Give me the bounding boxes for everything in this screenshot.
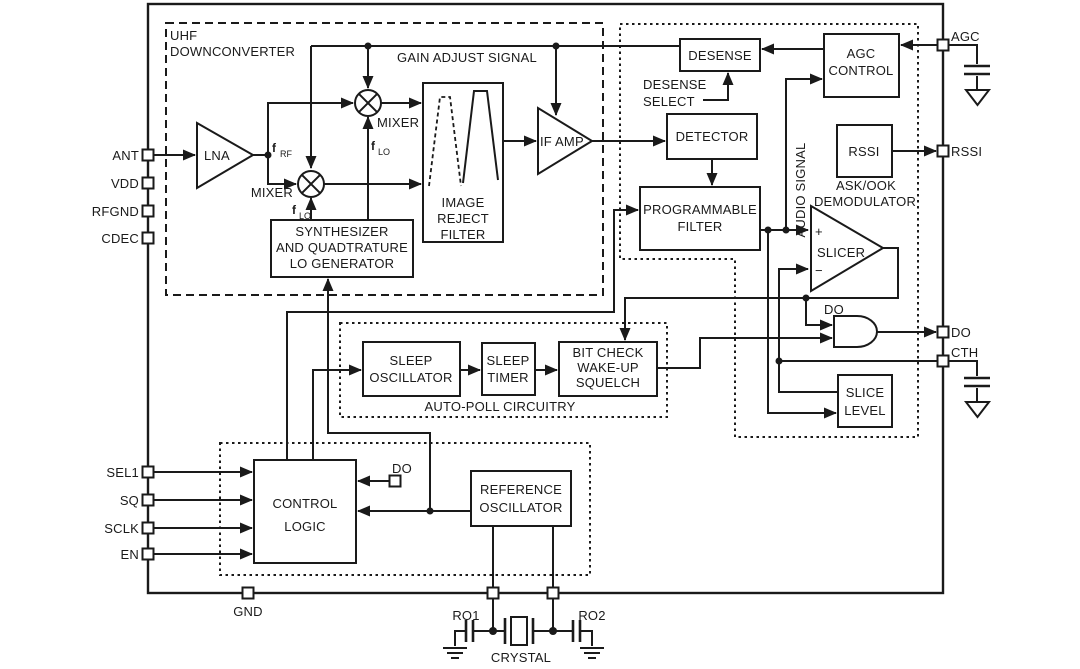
bit-check-label-2: WAKE-UP <box>577 360 639 375</box>
sleep-timer-label-1: SLEEP <box>486 353 530 368</box>
pin-label-ro1: RO1 <box>452 608 480 623</box>
control-logic-label-2: LOGIC <box>284 519 326 534</box>
control-logic-label-1: CONTROL <box>272 496 338 511</box>
image-filter-label-2: REJECT <box>437 211 489 226</box>
agc-ground-icon <box>966 90 989 105</box>
pin-cth <box>938 356 949 367</box>
synth-label-3: LO GENERATOR <box>289 256 395 271</box>
sleep-osc-label-1: SLEEP <box>389 353 433 368</box>
pin-label-cdec: CDEC <box>101 231 139 246</box>
pin-agc <box>938 40 949 51</box>
sleep-osc-label-2: OSCILLATOR <box>369 370 453 385</box>
ro2-ground-icon <box>580 648 604 658</box>
pin-label-vdd: VDD <box>110 176 139 191</box>
f-lo-top-label: f <box>371 139 375 153</box>
wire-bitcheck-andgate <box>657 338 832 368</box>
f-rf-label: f <box>272 141 276 155</box>
prog-filter-label-1: PROGRAMMABLE <box>643 202 757 217</box>
slice-level-label-2: LEVEL <box>844 403 886 418</box>
ref-osc-label-2: OSCILLATOR <box>479 500 563 515</box>
mixer-top-label: MIXER <box>377 115 420 130</box>
gain-adjust-label: GAIN ADJUST SIGNAL <box>397 50 537 65</box>
slicer-plus: + <box>815 224 823 239</box>
agc-control-label-2: CONTROL <box>828 63 894 78</box>
sleep-oscillator-block <box>363 342 460 396</box>
pin-label-do: DO <box>951 325 971 340</box>
pin-label-sq: SQ <box>119 493 139 508</box>
cth-ground-icon <box>966 402 989 417</box>
pin-label-sclk: SCLK <box>104 521 139 536</box>
pin-label-sel1: SEL1 <box>106 465 139 480</box>
pin-do-feedback <box>390 476 401 487</box>
sleep-timer-block <box>482 343 535 395</box>
askook-label-2: DEMODULATOR <box>813 194 917 209</box>
wire-control-sleeposc <box>313 370 361 460</box>
agc-control-label-1: AGC <box>846 46 876 61</box>
desense-label: DESENSE <box>688 48 752 63</box>
detector-label: DETECTOR <box>675 129 749 144</box>
ref-osc-label-1: REFERENCE <box>480 482 562 497</box>
uhf-label-1: UHF <box>170 28 198 43</box>
agc-capacitor-icon <box>964 66 990 74</box>
wire-rf-botmixer <box>268 155 296 184</box>
f-lo-top-sub: LO <box>378 147 391 157</box>
if-amp-label: IF AMP <box>540 134 584 149</box>
pin-label-rfgnd: RFGND <box>91 204 139 219</box>
and-gate-do-label: DO <box>824 302 844 317</box>
wire-slicelevel-minus <box>779 269 838 392</box>
pin-label-cth: CTH <box>951 345 979 360</box>
rssi-label: RSSI <box>848 144 880 159</box>
desense-select-label-1: DESENSE <box>643 77 707 92</box>
image-filter-label-1: IMAGE <box>441 195 485 210</box>
pin-ro2 <box>548 588 559 599</box>
pin-rssi <box>938 146 949 157</box>
pin-label-en: EN <box>120 547 139 562</box>
sleep-timer-label-2: TIMER <box>487 370 529 385</box>
image-filter-label-3: FILTER <box>440 227 486 242</box>
slice-level-block <box>838 375 892 427</box>
lna-label: LNA <box>204 148 230 163</box>
pin-do <box>938 327 949 338</box>
crystal-icon <box>511 617 527 645</box>
crystal-label: CRYSTAL <box>490 650 552 665</box>
synth-label-1: SYNTHESIZER <box>295 224 389 239</box>
mixer-bottom-label: MIXER <box>250 185 293 200</box>
do-feedback-label: DO <box>392 461 412 476</box>
audio-signal-label: AUDIO SIGNAL <box>793 142 808 238</box>
pin-sclk <box>143 523 154 534</box>
pin-sq <box>143 495 154 506</box>
desense-select-label-2: SELECT <box>643 94 695 109</box>
cth-capacitor-icon <box>964 378 990 386</box>
pin-label-gnd: GND <box>233 604 263 619</box>
f-lo-bottom-label: f <box>292 203 296 217</box>
pin-rfgnd <box>143 206 154 217</box>
control-logic-block <box>254 460 356 563</box>
bit-check-label-1: BIT CHECK <box>572 345 644 360</box>
pin-vdd <box>143 178 154 189</box>
bit-check-label-3: SQUELCH <box>575 375 641 390</box>
pin-gnd <box>243 588 254 599</box>
uhf-label-2: DOWNCONVERTER <box>170 44 296 59</box>
pin-sel1 <box>143 467 154 478</box>
and-gate-icon <box>834 316 877 347</box>
slicer-label: SLICER <box>817 245 866 260</box>
reference-oscillator-block <box>471 471 571 526</box>
auto-poll-label: AUTO-POLL CIRCUITRY <box>424 399 576 414</box>
pin-ro1 <box>488 588 499 599</box>
pin-cdec <box>143 233 154 244</box>
ro1-ground-icon <box>443 648 467 658</box>
f-rf-sub: RF <box>280 149 292 159</box>
slicer-minus: − <box>815 263 823 278</box>
synth-label-2: AND QUADTRATURE <box>275 240 409 255</box>
pin-label-ant: ANT <box>112 148 139 163</box>
pin-en <box>143 549 154 560</box>
pin-label-agc: AGC <box>951 29 980 44</box>
pin-label-rssi: RSSI <box>951 144 983 159</box>
prog-filter-label-2: FILTER <box>677 219 723 234</box>
wire-desense-select <box>703 73 728 100</box>
f-lo-bottom-sub: LO <box>299 211 312 221</box>
pin-ant <box>143 150 154 161</box>
slice-level-label-1: SLICE <box>845 385 885 400</box>
pin-label-ro2: RO2 <box>578 608 606 623</box>
askook-label-1: ASK/OOK <box>836 178 896 193</box>
